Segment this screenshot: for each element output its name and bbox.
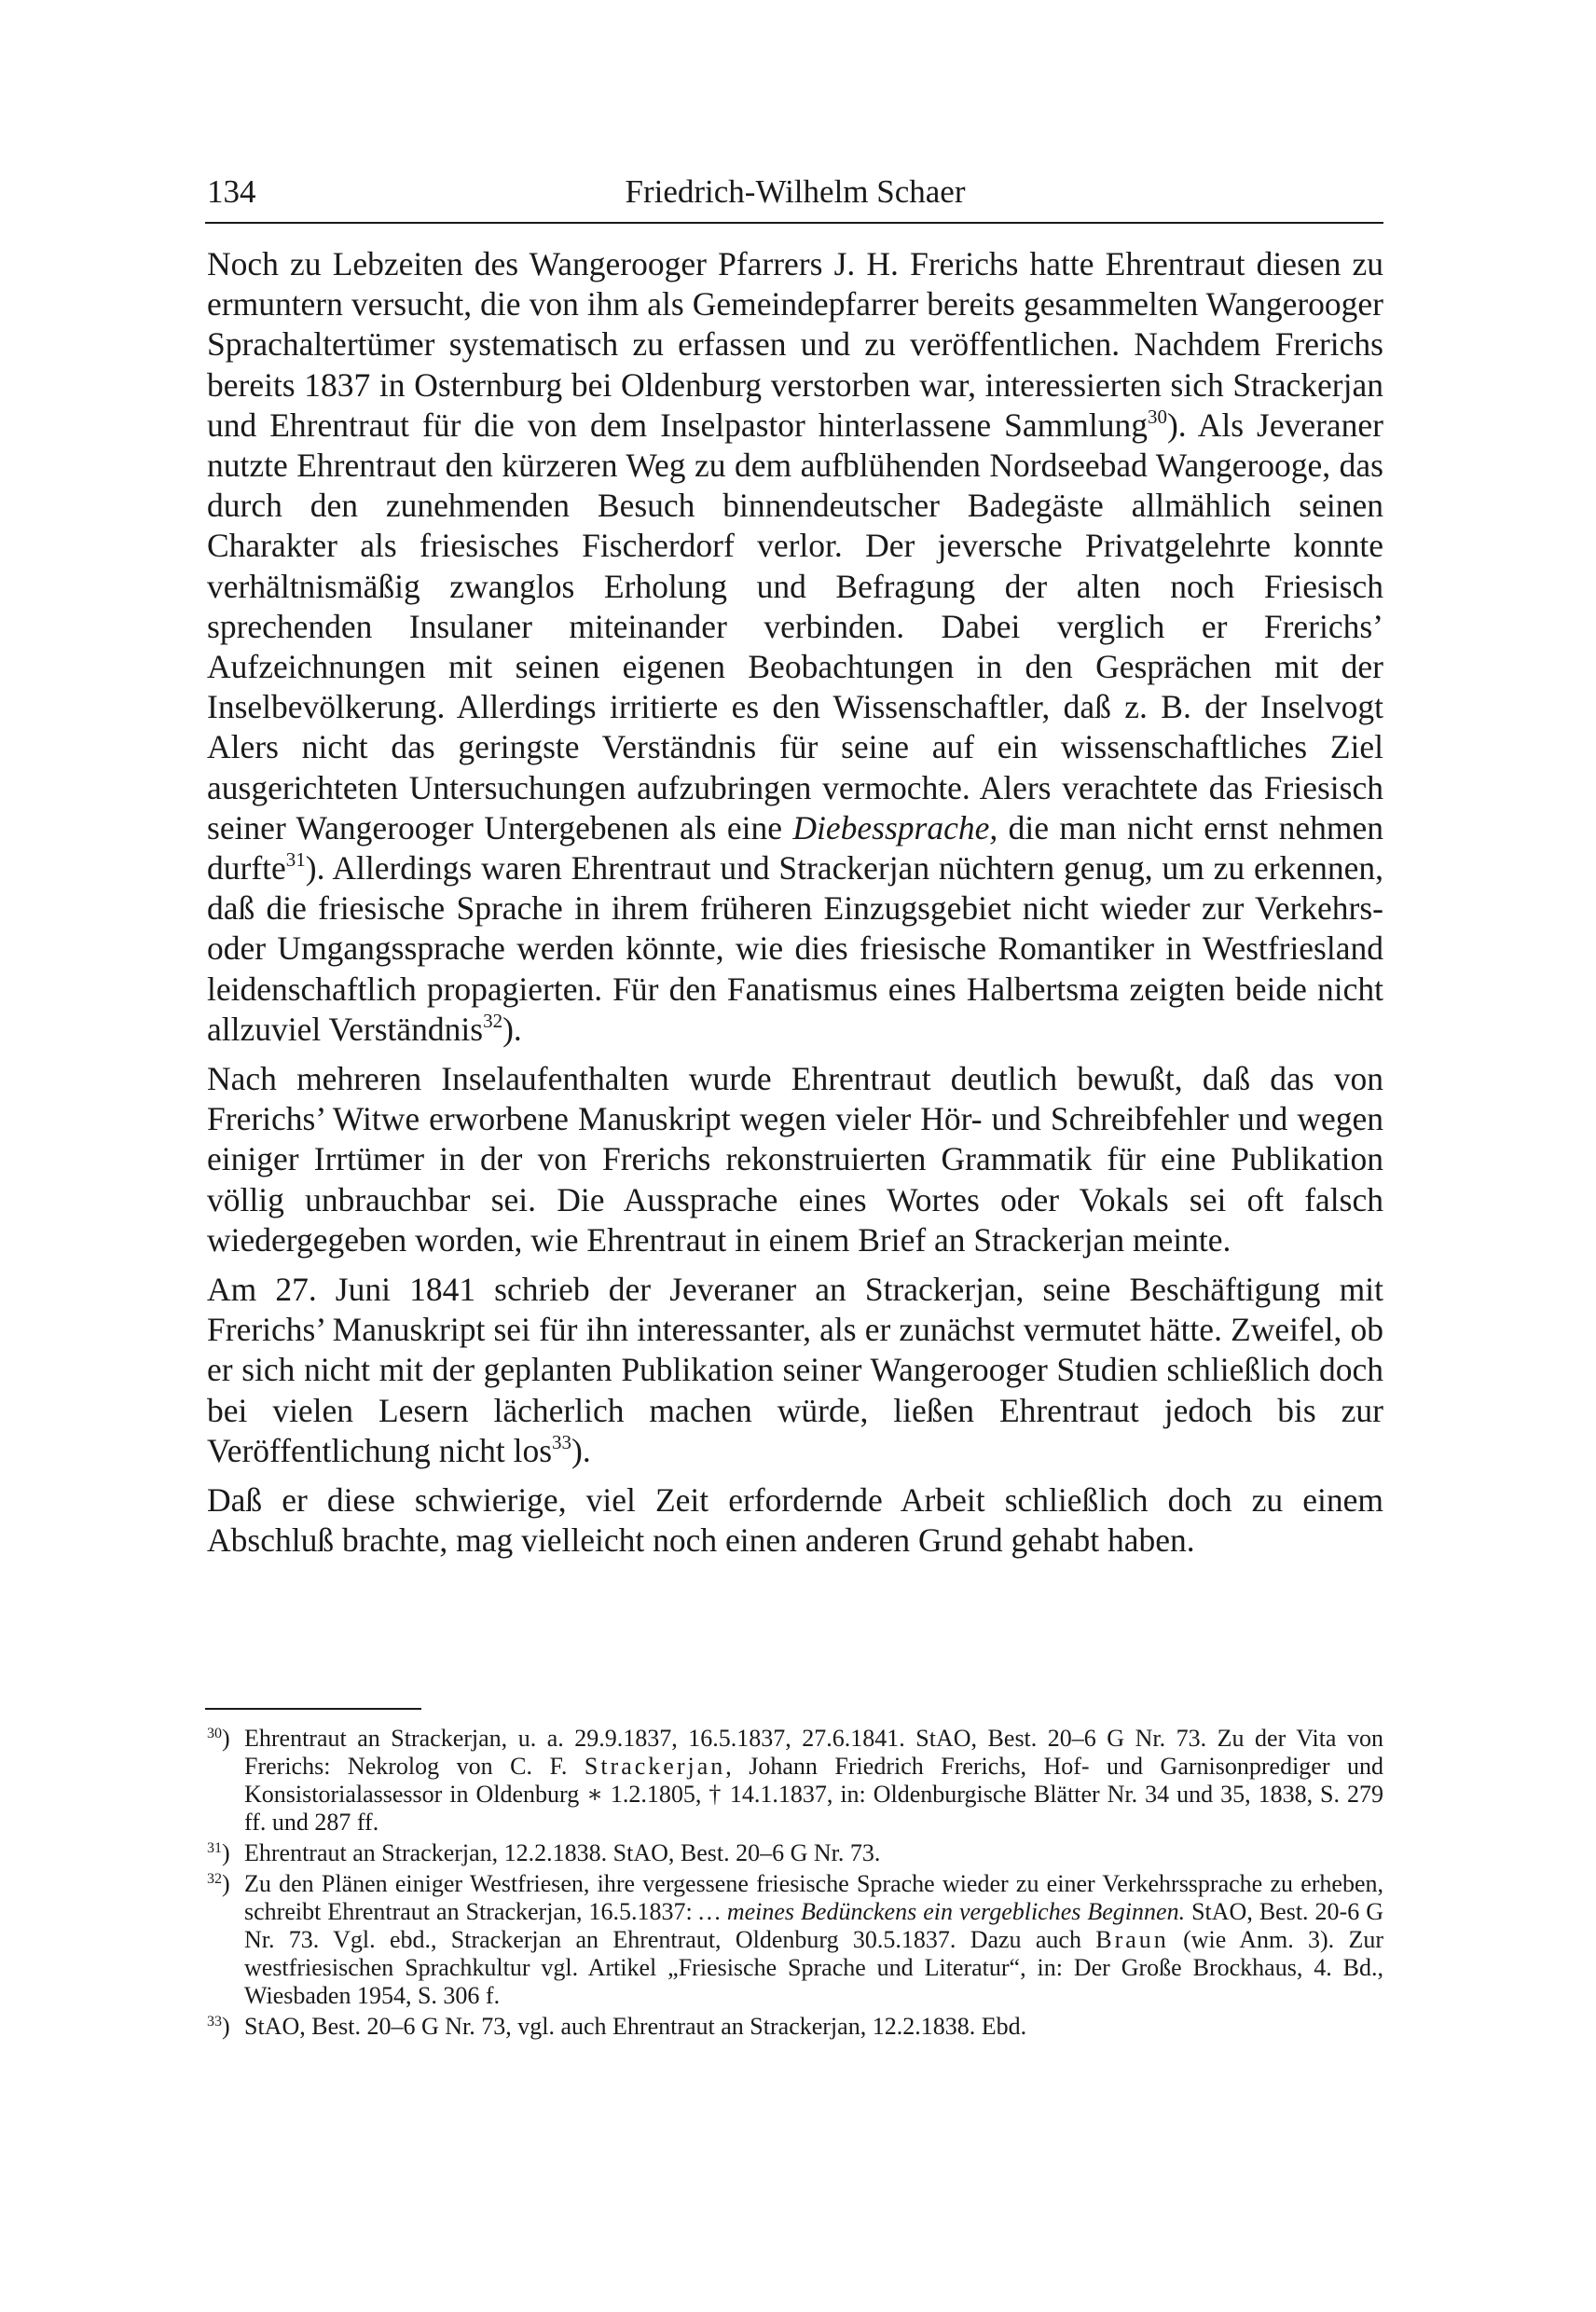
text-run: ). Als Jeveraner nutzte Ehrentraut den kürzeren Weg zu dem aufblühenden Nordseebad Wangerooge, das durch den zunehmenden Besuch binnendeutscher Badegäste allmählich seinen Charakter als friesisches Fischerdorf verlor. Der jeversche Privatgelehrte konnte verhältnismäßig zwanglos Erholung und Befragung der alten noch Friesisch sprechenden Insulaner miteinander verbinden. Dabei verglich er Frerichs’ Aufzeichnungen mit seinen eigenen Beobachtungen in den Gesprächen mit der Inselbevölkerung. Allerdings irritierte es den Wissenschaftler, daß z. B. der Inselvogt Alers nicht das geringste Verständnis für seine auf ein wissenschaftliches Ziel ausgerichteten Untersuchungen aufzubringen vermochte. Alers verachtete das Friesisch seiner Wangerooger Untergebenen als eine [207,406,1383,846]
text-run: Noch zu Lebzeiten des Wangerooger Pfarrers J. H. Frerichs hatte Ehrentraut diesen zu ermuntern versucht, die von ihm als Gemeindepfarrer bereits gesammelten Wangerooger Sprachaltertümer systematisch zu erfassen und zu veröffentlichen. Nachdem Frerichs bereits 1837 in Osternburg bei Oldenburg verstorben war, interessierten sich Strackerjan und Ehrentraut für die von dem Inselpastor hinterlassene Sammlung [207,245,1383,444]
footnote-32 [207,1870,1383,2010]
text-run: StAO, Best. 20-6 G Nr. 73. Vgl. ebd., Strackerjan an Ehrentraut, Oldenburg 30.5.1837. Dazu auch [244,1898,1383,1953]
paragraph-4: Daß er diese schwierige, viel Zeit erfordernde Arbeit schließlich doch zu einem Abschluß brachte, mag vielleicht noch einen anderen Grund gehabt haben. [207,1481,1383,1560]
footnote-number: $^{32}$) [207,1870,230,1897]
footnote-ref-33[interactable]: 33 [552,1430,572,1453]
text-run: ). Allerdings waren Ehrentraut und Strackerjan nüchtern genug, um zu erkennen, daß die friesische Sprache in ihrem früheren Einzugsgebiet nicht wieder zur Verkehrs- oder Umgangssprache werden könnte, wie dies friesische Romantiker in Westfriesland leidenschaftlich propagierten. Für den Fanatismus eines Halbertsma zeigten beide nicht allzuviel Verständnis [207,849,1383,1048]
paragraph-1 [207,244,1383,1050]
footnote-ref-30[interactable]: 30 [1147,405,1167,428]
footnote-ref-31[interactable]: 31 [285,848,306,872]
text-run: , Johann Friedrich Frerichs, Hof- und Garnisonprediger und Konsistorialassessor in Oldenburg ∗ 1.2.1805, † 14.1.1837, in: Oldenburgische Blätter Nr. 34 und 35, 1838, S. 279 ff. und 287 ff. [244,1753,1383,1836]
footnote-rule [205,1708,421,1710]
text-run: (wie Anm. 3). Zur westfriesischen Sprachkultur vgl. Artikel „Friesische Sprache und Literatur“, in: Der Große Brockhaus, 4. Bd., Wiesbaden 1954, S. 306 f. [244,1926,1383,2009]
body-text [207,244,1383,1571]
paragraph-3 [207,1270,1383,1471]
footnote-31 [207,1839,1383,1867]
emphasis: Diebessprache, [792,808,998,846]
text-run: Am 27. Juni 1841 schrieb der Jeveraner an Strackerjan, seine Beschäftigung mit Frerichs’ Manuskript sei für ihn interessanter, als er zunächst vermutet hätte. Zweifel, ob er sich nicht mit der geplanten Publikation seiner Wangerooger Studien schließlich doch bei vielen Lesern lächerlich machen würde, ließen Ehrentraut jedoch bis zur Veröffentlichung nicht los [207,1271,1383,1469]
text-run: ). [571,1431,591,1469]
text-run: Ehrentraut an Strackerjan, u. a. 29.9.1837, 16.5.1837, 27.6.1841. StAO, Best. 20–6 G Nr. 73. Zu der Vita von Frerichs: Nekrolog von C. F. [244,1725,1383,1780]
spaced-name: Braun [1095,1926,1169,1953]
running-title: Friedrich-Wilhelm Schaer [625,173,966,210]
running-head [207,173,1383,220]
footnote-ref-32[interactable]: 32 [483,1009,503,1032]
footnote-33 [207,2013,1383,2041]
paragraph-2: Nach mehreren Inselaufenthalten wurde Ehrentraut deutlich bewußt, daß das von Frerichs’ Witwe erworbene Manuskript wegen vieler Hör- und Schreibfehler und wegen einiger Irrtümer in der von Frerichs rekonstruierten Grammatik für eine Publikation völlig unbrauchbar sei. Die Aussprache eines Wortes oder Vokals sei oft falsch wiedergegeben worden, wie Ehrentraut in einem Brief an Strackerjan meinte. [207,1060,1383,1259]
footnote-number: $^{33}$) [207,2013,230,2040]
footnote-number: $^{31}$) [207,1839,230,1866]
spaced-name: Strackerjan [584,1753,726,1780]
text-run: die man nicht ernst nehmen durfte [207,808,1383,888]
emphasis: … meines Bedünckens ein vergebliches Beginnen. [698,1898,1186,1925]
page-number: 134 [207,173,256,210]
footnote-30 [207,1725,1383,1837]
header-rule [205,222,1383,224]
footnote-number: $^{30}$) [207,1725,230,1752]
footnotes [207,1725,1383,2044]
text-run: Zu den Plänen einiger Westfriesen, ihre vergessene friesische Sprache wieder zu einer Verkehrssprache zu erheben, schreibt Ehrentraut an Strackerjan, 16.5.1837: [244,1870,1383,1925]
text-run: StAO, Best. 20–6 G Nr. 73, vgl. auch Ehrentraut an Strackerjan, 12.2.1838. Ebd. [244,2013,1027,2040]
text-run: ). [502,1010,522,1048]
text-run: Ehrentraut an Strackerjan, 12.2.1838. StAO, Best. 20–6 G Nr. 73. [244,1839,881,1866]
